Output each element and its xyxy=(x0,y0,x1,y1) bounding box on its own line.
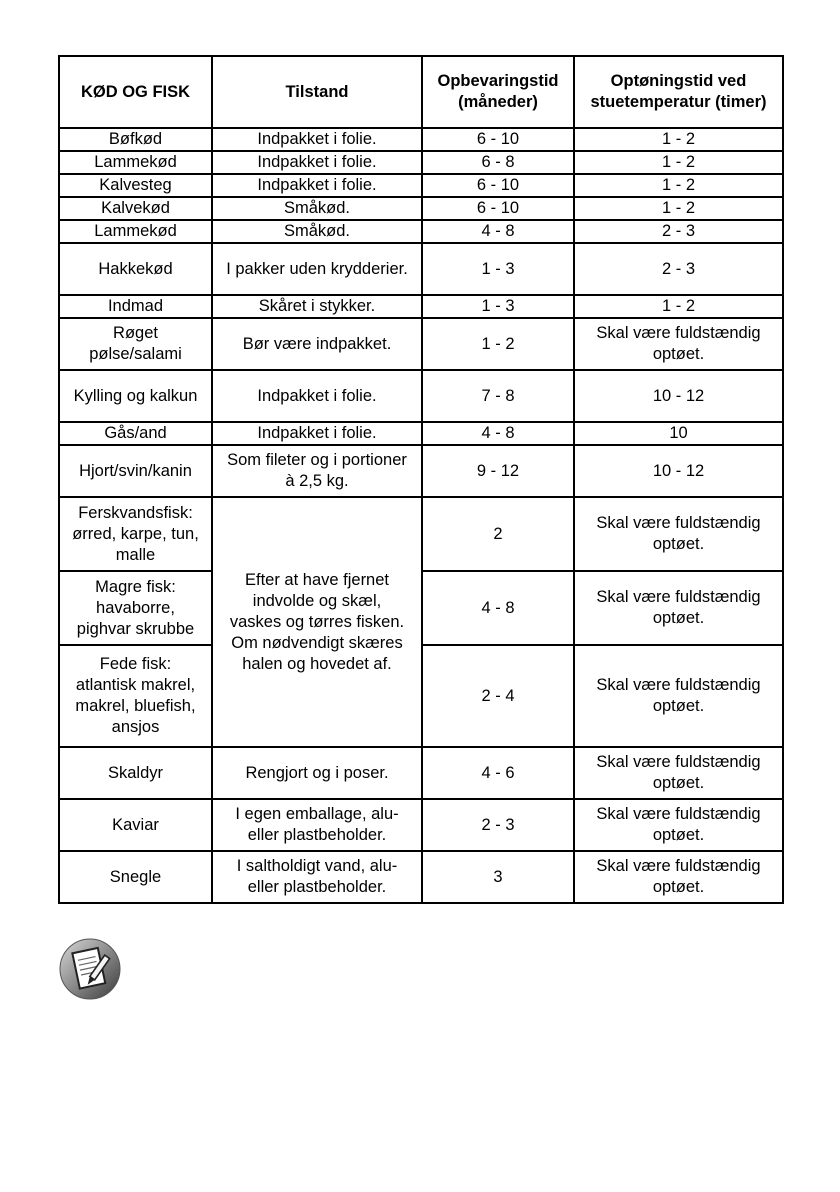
cell-thaw: 10 - 12 xyxy=(574,370,783,422)
cell-state: Indpakket i folie. xyxy=(212,422,422,445)
cell-state: Småkød. xyxy=(212,220,422,243)
cell-months: 6 - 10 xyxy=(422,128,574,151)
cell-food: Lammekød xyxy=(59,151,212,174)
cell-months: 6 - 10 xyxy=(422,197,574,220)
cell-months: 6 - 10 xyxy=(422,174,574,197)
cell-thaw: Skal være fuldstændig optøet. xyxy=(574,318,783,370)
cell-food: Indmad xyxy=(59,295,212,318)
cell-thaw: 2 - 3 xyxy=(574,220,783,243)
cell-months: 4 - 8 xyxy=(422,220,574,243)
cell-thaw: 10 xyxy=(574,422,783,445)
table-row xyxy=(59,151,783,174)
cell-months: 6 - 8 xyxy=(422,151,574,174)
cell-thaw: Skal være fuldstændig optøet. xyxy=(574,747,783,799)
cell-food: Kalvesteg xyxy=(59,174,212,197)
table-row xyxy=(59,220,783,243)
table-row xyxy=(59,370,783,422)
cell-months: 4 - 8 xyxy=(422,571,574,645)
cell-state: Bør være indpakket. xyxy=(212,318,422,370)
cell-food: Kylling og kalkun xyxy=(59,370,212,422)
cell-state: I pakker uden krydderier. xyxy=(212,243,422,295)
cell-food: Lammekød xyxy=(59,220,212,243)
table-row xyxy=(59,174,783,197)
cell-food: Skaldyr xyxy=(59,747,212,799)
table-row xyxy=(59,128,783,151)
cell-food: Kalvekød xyxy=(59,197,212,220)
table-row xyxy=(59,497,783,571)
header-thaw-time: Optøningstid ved stuetemperatur (timer) xyxy=(574,56,783,128)
cell-state: Indpakket i folie. xyxy=(212,370,422,422)
cell-food: Magre fisk: havaborre, pighvar skrubbe xyxy=(59,571,212,645)
cell-months: 7 - 8 xyxy=(422,370,574,422)
cell-state-fish: Efter at have fjernet indvolde og skæl, vaskes og tørres fisken. Om nødvendigt skæres halen og hovedet af. xyxy=(212,497,422,747)
cell-state: I saltholdigt vand, alu- eller plastbeholder. xyxy=(212,851,422,903)
cell-thaw: 2 - 3 xyxy=(574,243,783,295)
table-row xyxy=(59,799,783,851)
cell-months: 2 xyxy=(422,497,574,571)
cell-thaw: Skal være fuldstændig optøet. xyxy=(574,497,783,571)
cell-food: Fede fisk: atlantisk makrel, makrel, bluefish, ansjos xyxy=(59,645,212,747)
cell-state: I egen emballage, alu- eller plastbeholder. xyxy=(212,799,422,851)
cell-months: 2 - 3 xyxy=(422,799,574,851)
cell-food: Kaviar xyxy=(59,799,212,851)
cell-food: Gås/and xyxy=(59,422,212,445)
cell-months: 4 - 8 xyxy=(422,422,574,445)
cell-food: Snegle xyxy=(59,851,212,903)
cell-months: 1 - 3 xyxy=(422,295,574,318)
cell-state: Rengjort og i poser. xyxy=(212,747,422,799)
cell-state: Småkød. xyxy=(212,197,422,220)
cell-months: 2 - 4 xyxy=(422,645,574,747)
cell-food: Ferskvandsfisk: ørred, karpe, tun, malle xyxy=(59,497,212,571)
cell-months: 9 - 12 xyxy=(422,445,574,497)
cell-state: Som fileter og i portioner à 2,5 kg. xyxy=(212,445,422,497)
header-food: KØD OG FISK xyxy=(59,56,212,128)
cell-months: 1 - 3 xyxy=(422,243,574,295)
table-row xyxy=(59,197,783,220)
cell-thaw: 10 - 12 xyxy=(574,445,783,497)
storage-table xyxy=(58,55,784,904)
cell-thaw: Skal være fuldstændig optøet. xyxy=(574,851,783,903)
header-state: Tilstand xyxy=(212,56,422,128)
cell-thaw: 1 - 2 xyxy=(574,128,783,151)
cell-thaw: 1 - 2 xyxy=(574,295,783,318)
table-row xyxy=(59,747,783,799)
table-row xyxy=(59,318,783,370)
header-storage-months: Opbevaringstid (måneder) xyxy=(422,56,574,128)
table-row xyxy=(59,851,783,903)
cell-state: Indpakket i folie. xyxy=(212,128,422,151)
cell-state: Indpakket i folie. xyxy=(212,151,422,174)
cell-food: Røget pølse/salami xyxy=(59,318,212,370)
table-row xyxy=(59,295,783,318)
cell-thaw: Skal være fuldstændig optøet. xyxy=(574,645,783,747)
cell-state: Indpakket i folie. xyxy=(212,174,422,197)
table-row xyxy=(59,422,783,445)
cell-thaw: 1 - 2 xyxy=(574,197,783,220)
cell-thaw: Skal være fuldstændig optøet. xyxy=(574,799,783,851)
cell-food: Bøfkød xyxy=(59,128,212,151)
table-row xyxy=(59,243,783,295)
cell-food: Hjort/svin/kanin xyxy=(59,445,212,497)
table-row xyxy=(59,445,783,497)
note-pencil-icon xyxy=(52,938,128,1000)
table-header-row xyxy=(59,56,783,128)
cell-months: 4 - 6 xyxy=(422,747,574,799)
cell-thaw: 1 - 2 xyxy=(574,151,783,174)
cell-food: Hakkekød xyxy=(59,243,212,295)
cell-state: Skåret i stykker. xyxy=(212,295,422,318)
cell-thaw: Skal være fuldstændig optøet. xyxy=(574,571,783,645)
cell-months: 1 - 2 xyxy=(422,318,574,370)
cell-months: 3 xyxy=(422,851,574,903)
cell-thaw: 1 - 2 xyxy=(574,174,783,197)
